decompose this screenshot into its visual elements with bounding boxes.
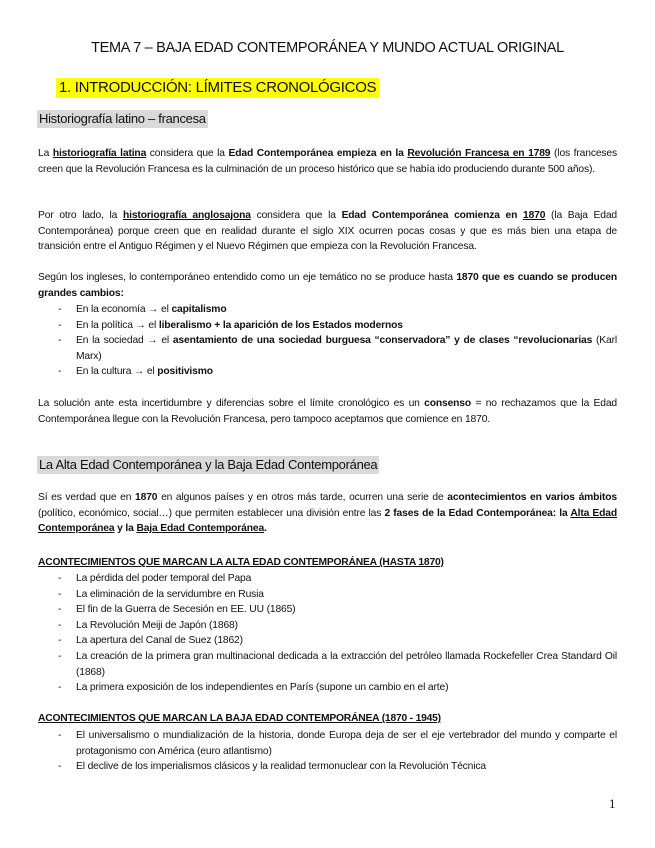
list-item: - El fin de la Guerra de Secesión en EE. UU (1865)	[58, 604, 296, 616]
list-item: - La creación de la primera gran multinacional dedicada a la extracción del petróleo llamada Rockefeller Crea Standard Oil (1868)	[58, 650, 617, 678]
list-item: - La primera exposición de los independientes en París (supone un cambio en el arte)	[58, 682, 449, 694]
heading-alta-acontecimientos: ACONTECIMIENTOS QUE MARCAN LA ALTA EDAD CONTEMPORÁNEA (HASTA 1870)	[38, 557, 444, 568]
list-grandes-cambios	[38, 302, 617, 380]
document-title: TEMA 7 – BAJA EDAD CONTEMPORÁNEA Y MUNDO ACTUAL ORIGINAL	[91, 40, 564, 56]
paragraph-historiografia-latina: La historiografía latina considera que la Edad Contemporánea empieza en la Revolución Francesa en 1789 (los franceses creen que la Revolución Francesa es la culminación de un proceso histórico que se había ido produciendo durante 500 años).	[38, 148, 617, 175]
paragraph-historiografia-anglosajona: Por otro lado, la historiografía anglosajona considera que la Edad Contemporánea comienza en 1870 (la Baja Edad Contemporánea) porque creen que en realidad durante el siglo XIX ocurren pocas cosas y que es más bien una etapa de transición entre el Antiguo Régimen y el Nuevo Régimen que empieza con la Revolución Francesa.	[38, 210, 617, 253]
list-item: - El declive de los imperialismos clásicos y la realidad termonuclear con la Revolución Técnica	[58, 761, 486, 773]
paragraph-consenso: La solución ante esta incertidumbre y diferencias sobre el límite cronológico es un consenso = no rechazamos que la Edad Contemporánea llegue con la Revolución Francesa, pero tampoco aceptamos que comience en 1870.	[38, 398, 618, 425]
list-item: - En la política → el liberalismo + la aparición de los Estados modernos	[58, 319, 403, 331]
heading-baja-acontecimientos: ACONTECIMIENTOS QUE MARCAN LA BAJA EDAD CONTEMPORÁNEA (1870 - 1945)	[38, 713, 441, 724]
list-item: - En la economía → el capitalismo	[58, 304, 227, 315]
list-item: - La eliminación de la servidumbre en Rusia	[58, 588, 264, 600]
page-number: 1	[609, 796, 616, 811]
heading-alta-baja: La Alta Edad Contemporánea y la Baja Edad Contemporánea	[39, 457, 378, 472]
list-baja-acontecimientos	[38, 728, 617, 775]
heading-introduccion: 1. INTRODUCCIÓN: LÍMITES CRONOLÓGICOS	[56, 78, 379, 98]
list-item: - La apertura del Canal de Suez (1862)	[58, 635, 243, 647]
list-item: - La pérdida del poder temporal del Papa	[58, 573, 252, 584]
list-alta-acontecimientos	[38, 571, 617, 696]
list-item: - El universalismo o mundialización de la historia, donde Europa deja de ser el eje vertebrador del mundo y comparte el protagonismo con América (euro atlantismo)	[58, 730, 617, 757]
paragraph-ingleses: Según los ingleses, lo contemporáneo entendido como un eje temático no se produce hasta 1870 que es cuando se producen grandes cambios:	[38, 272, 617, 299]
list-item: - En la sociedad → el asentamiento de una sociedad burguesa “conservadora” y de clases “revolucionarias (Karl Marx)	[58, 335, 617, 362]
heading-historiografia: Historiografía latino – francesa	[39, 111, 206, 126]
paragraph-fases: Sí es verdad que en 1870 en algunos países y en otros más tarde, ocurren una serie de acontecimientos en varios ámbitos (político, económico, social…) que permiten establecer una división entre las 2 fases de la Edad Contemporánea: la Alta Edad Contemporánea y la Baja Edad Contemporánea.	[38, 492, 618, 535]
list-item: - La Revolución Meiji de Japón (1868)	[58, 619, 238, 631]
list-item: - En la cultura → el positivismo	[58, 366, 213, 378]
